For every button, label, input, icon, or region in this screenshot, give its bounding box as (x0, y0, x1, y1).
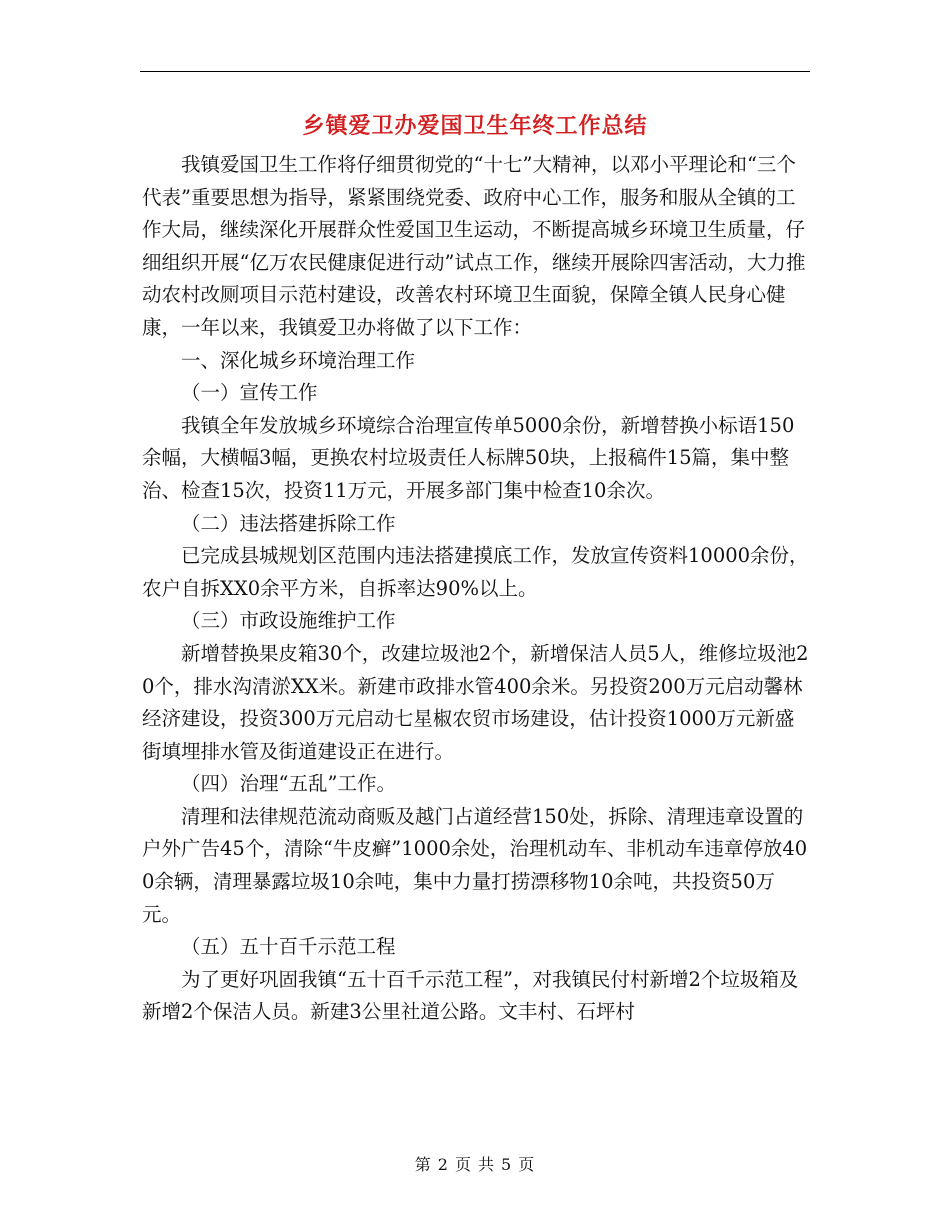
footer-page-total: 5 (501, 1155, 513, 1174)
footer-page-current: 2 (437, 1155, 449, 1174)
footer-gong: 共 (478, 1155, 496, 1174)
footer-ye: 页 (454, 1155, 472, 1174)
paragraph-five-chaos: 清理和法律规范流动商贩及越门占道经营150处，拆除、清理违章设置的户外广告45个，清除“牛皮癣”1000余处，治理机动车、非机动车违章停放400余辆，清理暴露垃圾10余吨，集中力量打捞漂移物10余吨，共投资50万元。 (142, 804, 808, 926)
subsection-heading-publicity: （一）宣传工作 (181, 381, 318, 405)
subsection-heading-demo-project: （五）五十百千示范工程 (181, 935, 396, 959)
subsection-heading-demolition: （二）违法搭建拆除工作 (181, 511, 396, 535)
footer-di: 第 (414, 1155, 432, 1174)
header-rule (140, 71, 810, 72)
section-heading-1: 一、深化城乡环境治理工作 (181, 348, 416, 372)
paragraph-intro: 我镇爱国卫生工作将仔细贯彻党的“十七”大精神，以邓小平理论和“三个代表”重要思想为指导，紧紧围绕党委、政府中心工作，服务和服从全镇的工作大局，继续深化开展群众性爱国卫生运动，不断提高城乡环境卫生质量，仔细组织开展“亿万农民健康促进行动”试点工作，继续开展除四害活动，大力推动农村改厕项目示范村建设，改善农村环境卫生面貌，保障全镇人民身心健康，一年以来，我镇爱卫办将做了以下工作： (142, 153, 806, 339)
footer-ye2: 页 (518, 1155, 536, 1174)
subsection-heading-municipal: （三）市政设施维护工作 (181, 609, 396, 633)
paragraph-publicity: 我镇全年发放城乡环境综合治理宣传单5000余份，新增替换小标语150余幅，大横幅3幅，更换农村垃圾责任人标牌50块，上报稿件15篇，集中整治、检查15次，投资11万元，开展多部门集中检查10余次。 (142, 413, 795, 502)
paragraph-municipal: 新增替换果皮箱30个，改建垃圾池2个，新增保洁人员5人，维修垃圾池20个，排水沟清淤XX米。新建市政排水管400余米。另投资200万元启动馨林经济建设，投资300万元启动七星椒农贸市场建设，估计投资1000万元新盛街填埋排水管及街道建设正在进行。 (142, 641, 809, 763)
subsection-heading-five-chaos: （四）治理“五乱”工作。 (181, 772, 396, 796)
page-footer (0, 1154, 950, 1176)
document-body (142, 149, 812, 1029)
paragraph-demolition: 已完成县城规划区范围内违法搭建摸底工作，发放宣传资料10000余份，农户自拆XX0余平方米，自拆率达90%以上。 (142, 544, 809, 600)
document-title: 乡镇爱卫办爱国卫生年终工作总结 (302, 114, 648, 139)
paragraph-demo-project: 为了更好巩固我镇“五十百千示范工程”，对我镇民付村新增2个垃圾箱及新增2个保洁人员。新建3公里社道公路。文丰村、石坪村 (142, 967, 799, 1024)
